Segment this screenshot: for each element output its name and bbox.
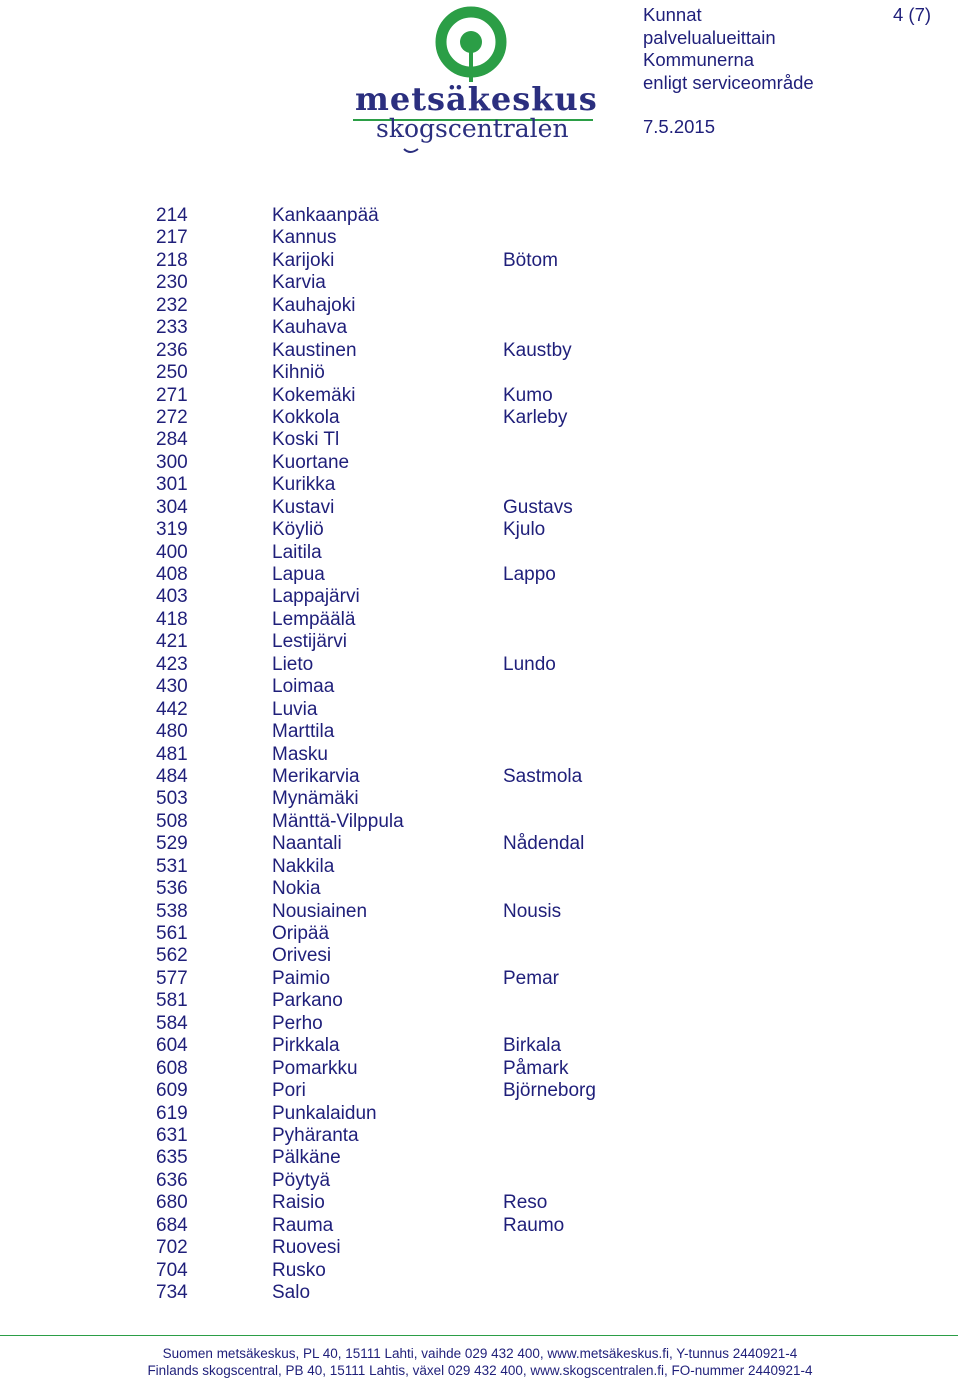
footer-divider [0,1335,958,1336]
municipality-code: 609 [156,1080,188,1102]
page-number: 4 (7) [893,4,932,25]
municipality-name-sv: Kjulo [503,519,546,541]
municipality-code: 484 [156,765,188,787]
municipality-name-sv: Lundo [503,653,556,675]
municipality-name-fi: Laitila [272,541,322,563]
municipality-code: 217 [156,227,188,249]
municipality-name-sv: Kumo [503,384,553,406]
municipality-code: 503 [156,788,188,810]
municipality-name-fi: Mänttä-Vilppula [272,810,404,832]
municipality-code: 418 [156,608,188,630]
municipality-name-fi: Naantali [272,833,342,855]
footer [0,1346,960,1379]
municipality-name-fi: Kurikka [272,474,336,496]
municipality-name-fi: Kustavi [272,496,335,518]
municipality-code: 284 [156,429,188,451]
municipality-name-sv: Pemar [503,967,559,989]
municipality-code: 430 [156,676,188,698]
municipality-name-fi: Luvia [272,698,318,720]
municipality-code: 608 [156,1057,188,1079]
municipality-name-sv: Björneborg [503,1080,596,1102]
municipality-name-sv: Raumo [503,1214,565,1236]
municipality-name-fi: Karvia [272,272,326,294]
municipality-name-fi: Koski Tl [272,429,340,451]
title-line: Kunnat [643,4,702,25]
municipality-code: 481 [156,743,188,765]
footer-line-sv: Finlands skogscentral, PB 40, 15111 Lahtis, växel 029 432 400, www.skogscentralen.fi, FO-nummer 2440921-4 [147,1362,813,1378]
document-title [643,4,814,94]
municipality-name-fi: Kokkola [272,406,340,428]
municipality-code: 635 [156,1147,188,1169]
municipality-code: 300 [156,451,188,473]
municipality-name-fi: Pälkäne [272,1147,341,1169]
municipality-code: 442 [156,698,188,720]
municipality-code: 423 [156,653,188,675]
municipality-name-fi: Oripää [272,923,330,944]
municipality-name-fi: Lapua [272,564,325,585]
municipality-code: 304 [156,496,188,518]
municipality-code: 619 [156,1102,188,1124]
municipality-name-sv: Birkala [503,1035,562,1057]
municipality-code: 581 [156,990,188,1012]
municipality-name-fi: Orivesi [272,945,332,967]
municipality-name-sv: Kaustby [503,339,572,361]
municipality-name-fi: Lappajärvi [272,586,360,608]
municipality-name-sv: Reso [503,1192,548,1214]
municipality-name-fi: Kaustinen [272,339,357,361]
municipality-code: 271 [156,384,188,406]
municipality-code: 577 [156,967,188,989]
municipality-name-fi: Köyliö [272,519,324,541]
municipality-code: 562 [156,945,188,967]
municipality-code: 250 [156,362,188,384]
title-line: Kommunerna [643,49,755,70]
municipality-name-fi: Lempäälä [272,608,356,630]
municipality-name-fi: Lieto [272,653,314,675]
municipality-code: 480 [156,721,188,743]
municipality-code: 702 [156,1237,188,1259]
municipality-code: 604 [156,1035,188,1057]
municipality-code: 704 [156,1259,188,1281]
municipality-code: 538 [156,900,188,922]
municipality-name-fi: Perho [272,1012,323,1034]
municipality-code: 536 [156,878,188,900]
municipality-name-fi: Kuortane [272,451,350,473]
municipality-name-fi: Karijoki [272,249,335,271]
municipality-code: 230 [156,272,188,294]
municipality-name-fi: Masku [272,743,328,765]
municipality-name-fi: Kannus [272,227,337,249]
municipality-name-fi: Raisio [272,1192,325,1214]
title-line: enligt serviceområde [643,71,814,93]
municipality-code: 233 [156,317,188,339]
municipality-code: 680 [156,1192,188,1214]
municipality-code: 684 [156,1214,188,1236]
logo-ring-icon [441,12,501,82]
municipality-code: 403 [156,586,188,608]
municipality-code: 529 [156,833,188,855]
municipality-code: 584 [156,1012,188,1034]
municipality-code: 301 [156,474,188,496]
municipality-name-fi: Pirkkala [272,1035,340,1057]
municipality-name-fi: Ruovesi [272,1237,341,1259]
municipality-name-fi: Kokemäki [272,384,356,406]
municipality-name-fi: Kauhajoki [272,294,356,316]
municipality-code: 734 [156,1282,188,1303]
footer-line-fi: Suomen metsäkeskus, PL 40, 15111 Lahti, vaihde 029 432 400, www.metsäkeskus.fi, Y-tunnus 2440921-4 [162,1346,798,1361]
municipality-code: 561 [156,923,188,944]
municipality-name-fi: Kankaanpää [272,205,379,226]
municipality-code: 531 [156,855,188,877]
municipality-name-fi: Marttila [272,721,335,743]
municipality-name-fi: Salo [272,1282,311,1303]
municipality-name-fi: Nokia [272,878,321,900]
municipality-name-fi: Merikarvia [272,765,360,787]
municipality-code: 272 [156,406,188,428]
municipality-name-sv: Påmark [503,1057,569,1079]
municipality-code: 319 [156,519,188,541]
municipality-code: 636 [156,1169,188,1191]
title-line: palvelualueittain [643,26,776,48]
municipality-code: 631 [156,1124,188,1146]
municipality-name-fi: Kihniö [272,362,325,384]
municipality-name-fi: Nousiainen [272,900,368,922]
municipality-code: 408 [156,564,188,585]
municipality-name-fi: Parkano [272,990,343,1012]
municipality-code: 236 [156,339,188,361]
municipality-name-fi: Rusko [272,1259,326,1281]
municipality-name-sv: Lappo [503,564,556,585]
municipality-name-fi: Lestijärvi [272,631,347,653]
municipality-name-fi: Nakkila [272,855,335,877]
municipality-name-sv: Sastmola [503,765,583,787]
logo-text-primary: metsäkeskus [355,80,598,118]
municipality-name-fi: Pori [272,1080,306,1102]
municipality-code: 214 [156,205,188,226]
municipality-name-fi: Paimio [272,967,331,989]
municipality-code: 218 [156,249,188,271]
municipality-name-fi: Rauma [272,1214,334,1236]
municipality-name-fi: Loimaa [272,676,335,698]
municipality-name-fi: Pyhäranta [272,1124,359,1146]
municipality-code: 508 [156,810,188,832]
municipality-name-sv: Gustavs [503,496,573,518]
municipality-name-fi: Pöytyä [272,1169,331,1191]
municipality-code: 232 [156,294,188,316]
municipality-name-fi: Kauhava [272,317,348,339]
municipality-name-sv: Bötom [503,249,558,271]
document-date: 7.5.2015 [643,116,716,137]
logo-text-secondary: skogscentralen [376,114,569,143]
municipality-name-sv: Nousis [503,900,562,922]
municipality-name-sv: Nådendal [503,833,585,855]
municipality-name-fi: Pomarkku [272,1057,358,1079]
municipality-name-sv: Karleby [503,406,568,428]
municipality-name-fi: Punkalaidun [272,1102,377,1124]
municipality-name-fi: Mynämäki [272,788,359,810]
logo-swash-icon [404,149,418,152]
municipality-code: 421 [156,631,188,653]
municipality-code: 400 [156,541,188,563]
